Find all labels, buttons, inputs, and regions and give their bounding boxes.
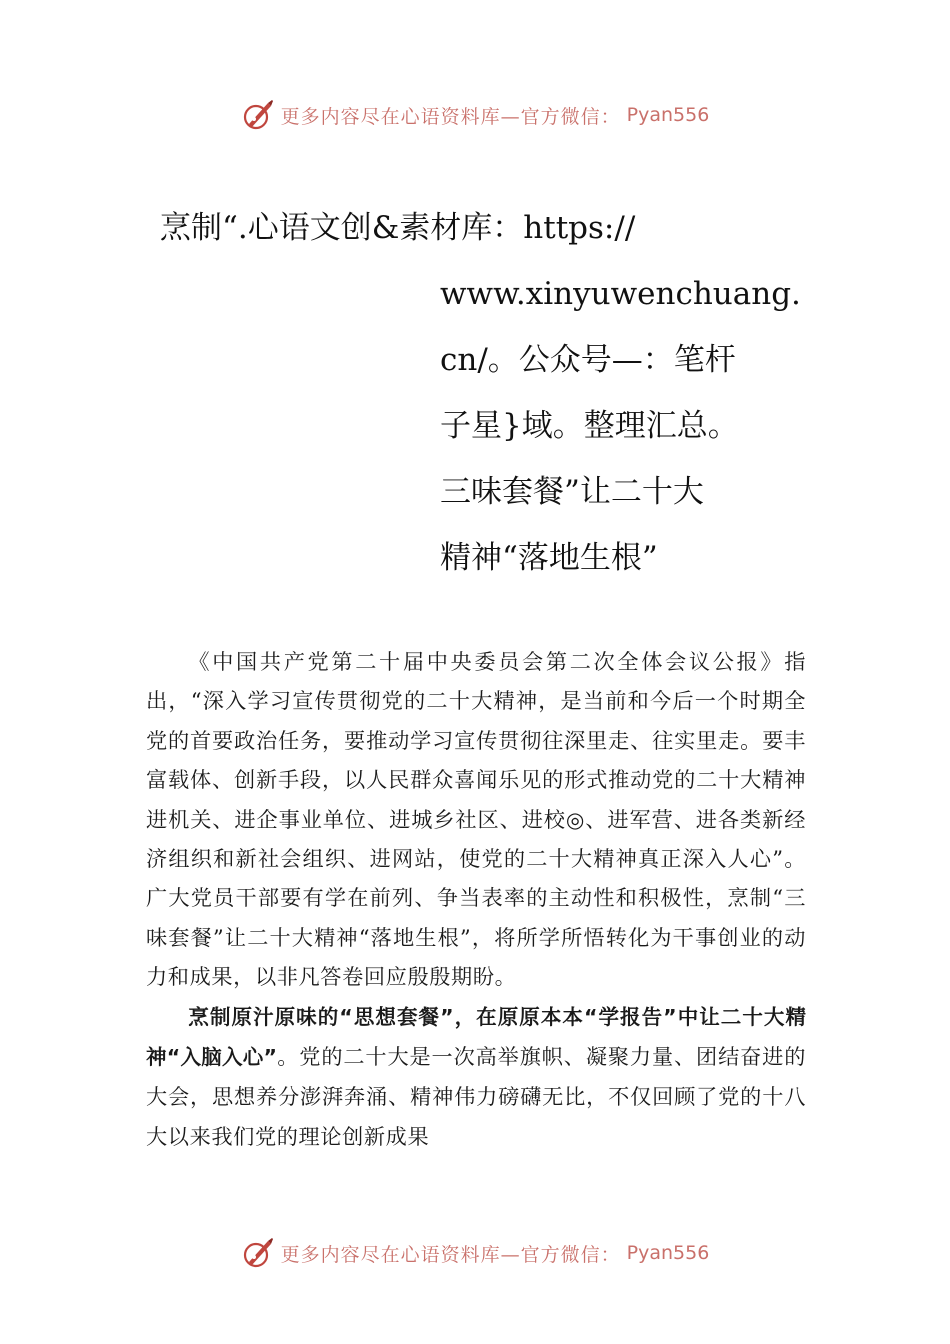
watermark-header bbox=[0, 95, 950, 135]
title-line-2: www.xinyuwenchuang. bbox=[440, 276, 801, 312]
paragraph-2-lead: 烹制原汁原味的“思想套餐”，在原原本本“学报告”中让二十大精神“入脑入心” bbox=[146, 1004, 806, 1070]
pen-logo-icon bbox=[241, 98, 275, 132]
title-line-6: 精神“落地生根” bbox=[440, 540, 658, 576]
paragraph-2-text: 。党的二十大是一次高举旗帜、凝聚力量、团结奋进的大会，思想养分澎湃奔涌、精神伟力磅礴无比，不仅回顾了党的十八大以来我们党的理论创新成果 bbox=[146, 1044, 806, 1149]
watermark-text: 更多内容尽在心语资料库—官方微信： bbox=[280, 1243, 621, 1266]
paragraph-2 bbox=[146, 997, 806, 1157]
paragraph-1: 《中国共产党第二十届中央委员会第二次全体会议公报》指出，“深入学习宣传贯彻党的二十大精神，是当前和今后一个时期全党的首要政治任务，要推动学习宣传贯彻往深里走、往实里走。要丰富载体、创新手段，以人民群众喜闻乐见的形式推动党的二十大精神进机关、进企事业单位、进城乡社区、进校◎、进军营、进各类新经济组织和新社会组织、进网站，使党的二十大精神真正深入人心”。广大党员干部要有学在前列、争当表率的主动性和积极性，烹制“三味套餐”让二十大精神“落地生根”，将所学所悟转化为干事创业的动力和成果，以非凡答卷回应殷殷期盼。 bbox=[146, 649, 806, 990]
watermark-text: 更多内容尽在心语资料库—官方微信： bbox=[280, 105, 621, 128]
title-line-4: 子星}域。整理汇总。 bbox=[440, 408, 739, 444]
title-line-5: 三味套餐”让二十大 bbox=[440, 474, 704, 510]
watermark-wechat-id: Pyan556 bbox=[626, 1242, 710, 1264]
title-line-3: cn/。公众号—：笔杆 bbox=[440, 342, 736, 378]
pen-logo-icon bbox=[241, 1236, 275, 1270]
watermark-wechat-id: Pyan556 bbox=[626, 104, 710, 126]
title-line-1: 烹制“.心语文创&素材库：https:// bbox=[160, 210, 636, 246]
watermark-footer bbox=[0, 1233, 950, 1273]
article-body bbox=[146, 642, 806, 1156]
